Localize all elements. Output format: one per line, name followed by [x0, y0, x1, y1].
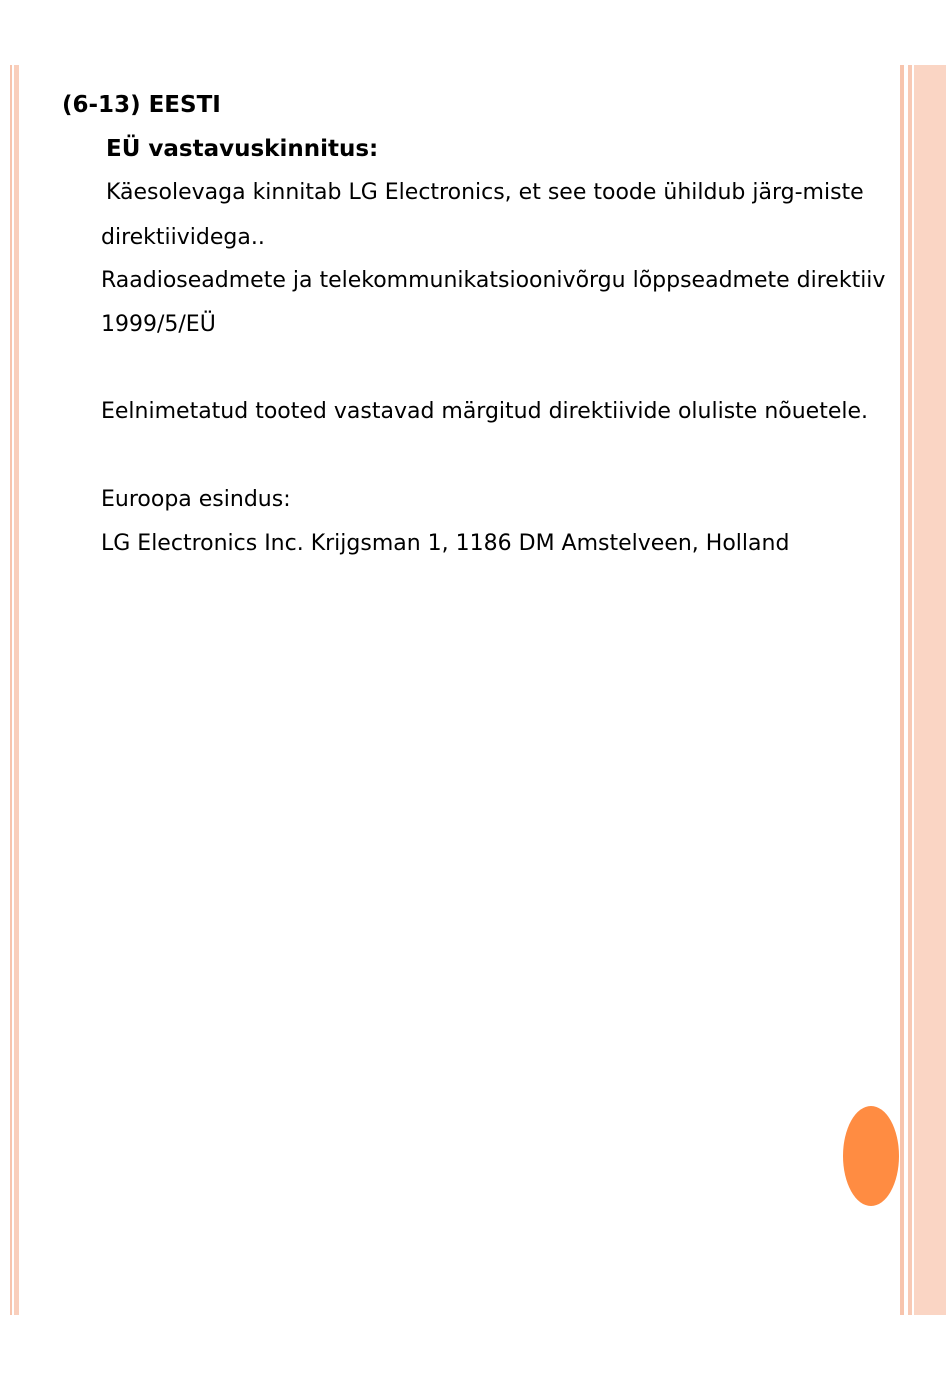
- paragraph-line-6: Euroopa esindus:: [101, 487, 291, 512]
- left-border-stripe: [10, 65, 19, 1315]
- paragraph-line-2: direktiividega..: [101, 225, 265, 250]
- orange-dot-decoration: [843, 1106, 899, 1206]
- subtitle: EÜ vastavuskinnitus:: [106, 136, 379, 162]
- paragraph-line-7: LG Electronics Inc. Krijgsman 1, 1186 DM Amstelveen, Holland: [101, 531, 790, 556]
- section-title: (6-13) EESTI: [62, 92, 221, 118]
- paragraph-line-1: Käesolevaga kinnitab LG Electronics, et see toode ühildub järg-miste: [106, 180, 864, 205]
- paragraph-line-4: 1999/5/EÜ: [101, 312, 216, 337]
- paragraph-line-3: Raadioseadmete ja telekommunikatsioonivõrgu lõppseadmete direktiiv: [101, 268, 886, 293]
- paragraph-line-5: Eelnimetatud tooted vastavad märgitud direktiivide oluliste nõuetele.: [101, 399, 869, 424]
- right-border-stripe: [900, 65, 946, 1315]
